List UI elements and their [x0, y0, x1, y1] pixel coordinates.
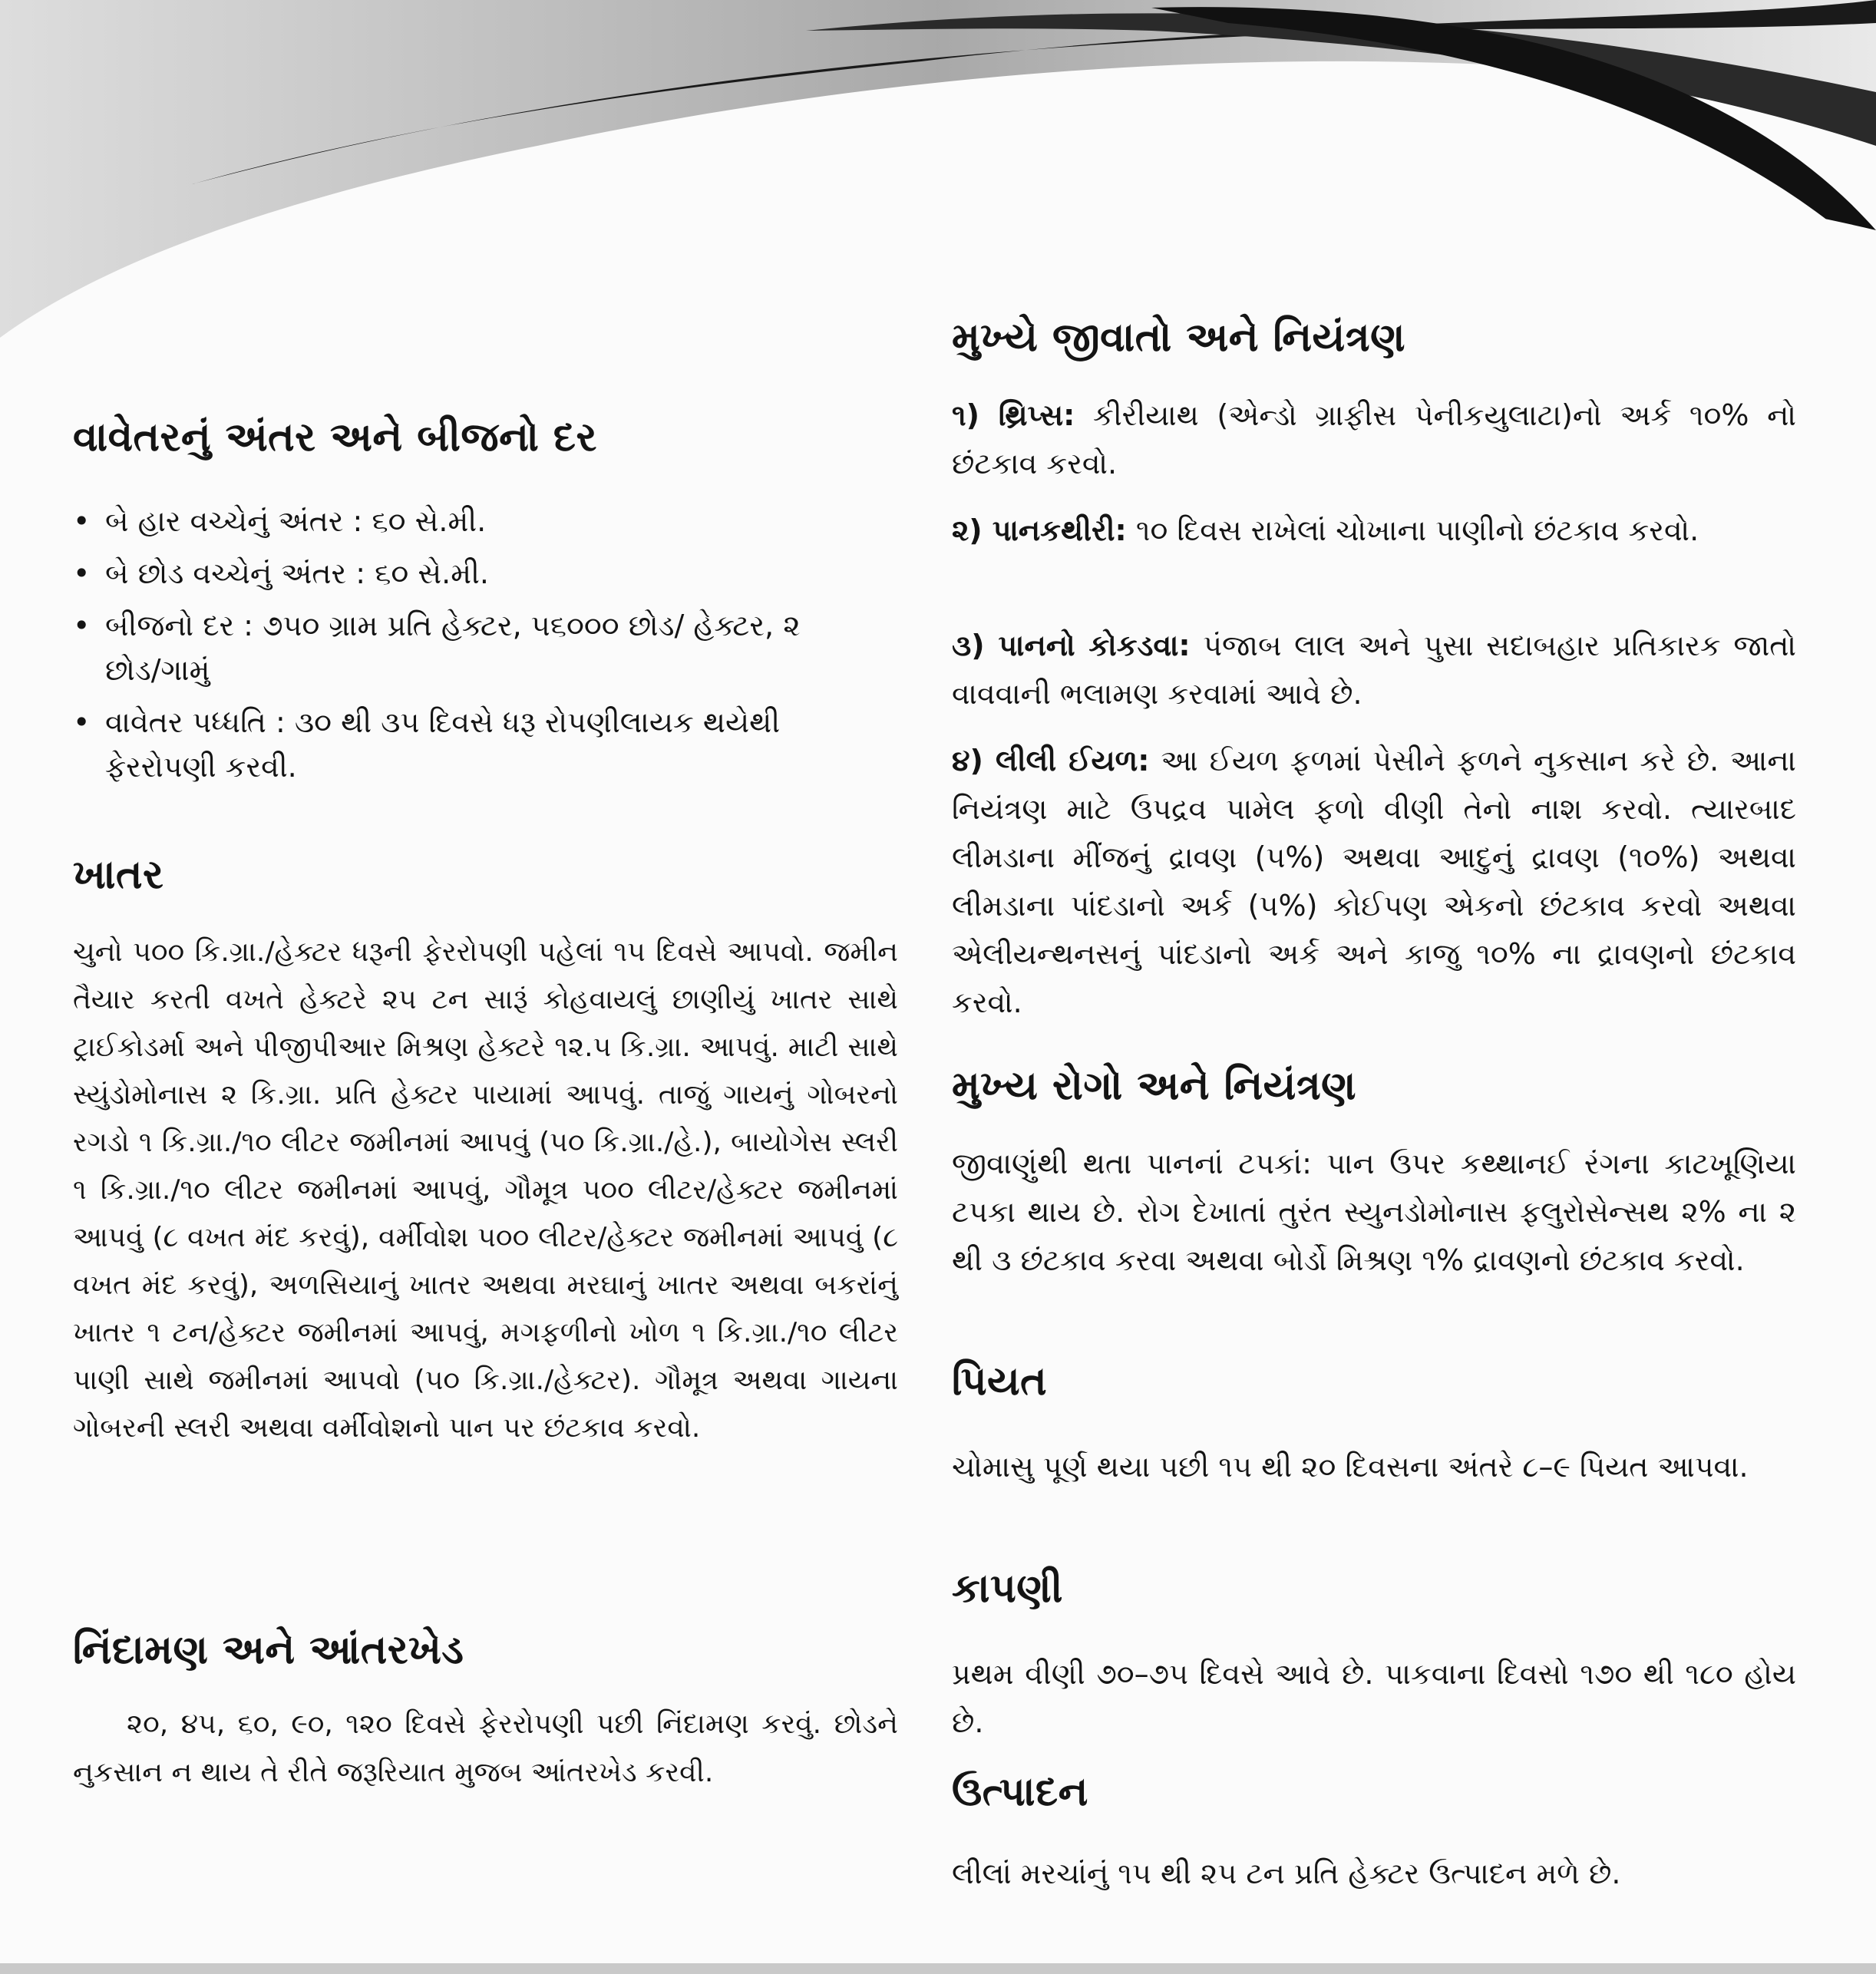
list-item: • બીજનો દર : ૭૫૦ ગ્રામ પ્રતિ હેક્ટર, ૫૬૦૦૦ છોડ/ હેક્ટર, ૨ છોડ/ગામું [73, 603, 841, 692]
list-item: • વાવેતર પધ્ધતિ : ૩૦ થી ૩૫ દિવસે ધરૂ રોપણીલાયક થયેથી ફેરરોપણી કરવી. [73, 700, 841, 789]
list-item: • બે હાર વચ્ચેનું અંતર : ૬૦ સે.મી. [73, 499, 841, 543]
spacing-list [73, 499, 841, 797]
weeding-text: ૨૦, ૪૫, ૬૦, ૯૦, ૧૨૦ દિવસે ફેરરોપણી પછી નિંદામણ કરવું. છોડને નુકસાન ન થાય તે રીતે જરૂરિયાત મુજબ આંતરખેડ કરવી. [73, 1708, 898, 1788]
header-swoosh-banner [0, 0, 1876, 361]
pest-item [952, 622, 1796, 718]
yield-heading: ઉત્પાદન [952, 1769, 1088, 1815]
pest-title: ૧) થ્રિપ્સ: [952, 398, 1075, 432]
weeding-heading: નિંદામણ અને આંતરખેડ [73, 1627, 464, 1673]
list-item: • બે છોડ વચ્ચેનું અંતર : ૬૦ સે.મી. [73, 551, 841, 596]
pest-item [952, 507, 1796, 555]
irrigation-heading: પિયત [952, 1358, 1048, 1405]
bottom-edge-strip [0, 1963, 1876, 1974]
pest-title: ૩) પાનનો કોકડવા: [952, 629, 1191, 662]
pest-item [952, 391, 1796, 488]
pest-description: આ ઈયળ ફળમાં પેસીને ફળને નુકસાન કરે છે. આના નિયંત્રણ માટે ઉપદ્રવ પામેલ ફળો વીણી તેનો નાશ કરવો. ત્યારબાદ લીમડાના મીંજનું દ્રાવણ (૫%) અથવા આદુનું દ્રાવણ (૧૦%) અથવા લીમડાના પાંદડાનો અર્ક (૫%) કોઈપણ એકનો છંટકાવ કરવો અથવા એલીયન્થનસનું પાંદડાનો અર્ક અને કાજુ ૧૦% ના દ્રાવણનો છંટકાવ કરવો. [952, 744, 1796, 1019]
pest-title: ૪) લીલી ઈયળ: [952, 744, 1150, 777]
pest-item [952, 737, 1796, 1027]
manure-text: ચુનો ૫૦૦ કિ.ગ્રા./હેક્ટર ધરૂની ફેરરોપણી પહેલાં ૧૫ દિવસે આપવો. જમીન તૈયાર કરતી વખતે હેક્ટરે ૨૫ ટન સારૂં કોહવાયલું છાણીયું ખાતર સાથે ટ્રાઈકોડર્મા અને પીજીપીઆર મિશ્રણ હેક્ટરે ૧૨.૫ કિ.ગ્રા. આપવું. માટી સાથે સ્યુંડોમોનાસ ૨ કિ.ગ્રા. પ્રતિ હેક્ટર પાયામાં આપવું. તાજું ગાયનું ગોબરનો રગડો ૧ કિ.ગ્રા./૧૦ લીટર જમીનમાં આપવું (૫૦ કિ.ગ્રા./હે.), બાયોગેસ સ્લરી ૧ કિ.ગ્રા./૧૦ લીટર જમીનમાં આપવું, ગૌમૂત્ર ૫૦૦ લીટર/હેક્ટર જમીનમાં આપવું (૮ વખત મંદ કરવું), વર્મીવોશ ૫૦૦ લીટર/હેક્ટર જમીનમાં આપવું (૮ વખત મંદ કરવું), અળસિયાનું ખાતર અથવા મરઘાનું ખાતર અથવા બકરાંનું ખાતર ૧ ટન/હેક્ટર જમીનમાં આપવું, મગફળીનો ખોળ ૧ કિ.ગ્રા./૧૦ લીટર પાણી સાથે જમીનમાં આપવો (૫૦ કિ.ગ્રા./હેક્ટર). ગૌમૂત્ર અથવા ગાયના ગોબરની સ્લરી અથવા વર્મીવોશનો પાન પર છંટકાવ કરવો. [73, 936, 898, 1444]
manure-heading: ખાતર [73, 852, 164, 898]
pest-description: પંજાબ લાલ અને પુસા સદાબહાર પ્રતિકારક જાતો વાવવાની ભલામણ કરવામાં આવે છે. [952, 629, 1797, 711]
pest-title: ૨) પાનકથીરી: [952, 513, 1127, 547]
harvest-text: પ્રથમ વીણી ૭૦–૭૫ દિવસે આવે છે. પાકવાના દિવસો ૧૭૦ થી ૧૮૦ હોય છે. [952, 1657, 1796, 1739]
yield-text: લીલાં મરચાંનું ૧૫ થી ૨૫ ટન પ્રતિ હેક્ટર ઉત્પાદન મળે છે. [952, 1857, 1621, 1890]
pest-description: ૧૦ દિવસ રાખેલાં ચોખાના પાણીનો છંટકાવ કરવો. [1126, 513, 1699, 547]
pest-description: કીરીયાથ (એન્ડો ગ્રાફીસ પેનીકયુલાટા)નો અર્ક ૧૦% નો છંટકાવ કરવો. [952, 398, 1796, 480]
spacing-heading: વાવેતરનું અંતર અને બીજનો દર [73, 414, 597, 460]
diseases-heading: મુખ્ય રોગો અને નિયંત્રણ [952, 1063, 1357, 1109]
irrigation-text: ચોમાસુ પૂર્ણ થયા પછી ૧૫ થી ૨૦ દિવસના અંતરે ૮–૯ પિયત આપવા. [952, 1450, 1749, 1484]
diseases-text: જીવાણુંથી થતા પાનનાં ટપકાં: પાન ઉપર કથ્થાનઈ રંગના કાટખૂણિયા ટપકા થાય છે. રોગ દેખાતાં તુરંત સ્યુનડોમોનાસ ફલુરોસેન્સથ ૨% ના ૨ થી ૩ છંટકાવ કરવા અથવા બોર્ડો મિશ્રણ ૧% દ્રાવણનો છંટકાવ કરવો. [952, 1147, 1796, 1277]
harvest-heading: કાપણી [952, 1566, 1063, 1612]
pests-heading: મુખ્યે જીવાતો અને નિયંત્રણ [952, 315, 1405, 361]
